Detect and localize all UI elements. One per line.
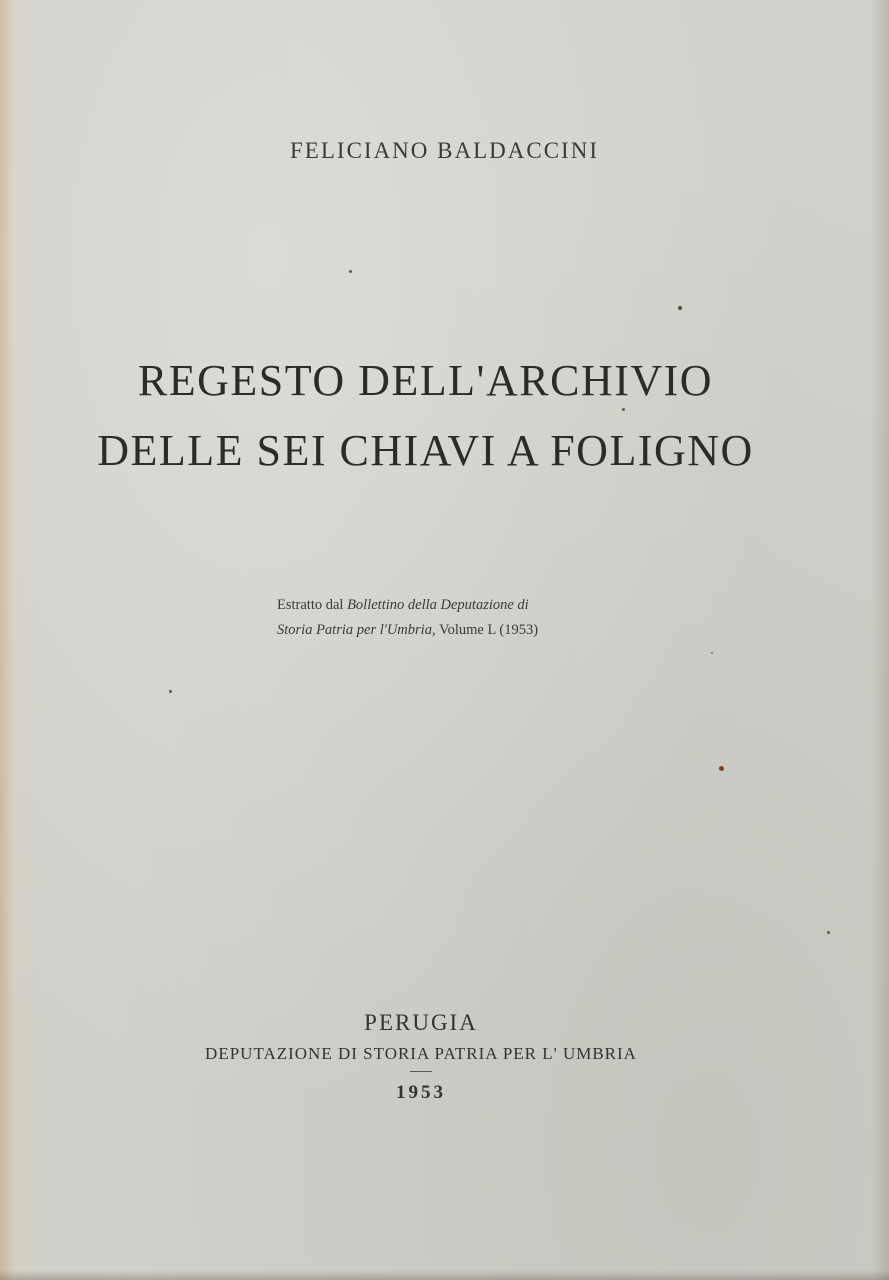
- extract-prefix: Estratto dal: [277, 597, 344, 613]
- paper-edge-shadow: [871, 0, 889, 1280]
- paper-bottom-edge: [0, 1270, 889, 1280]
- journal-name-part-1: Bollettino della Deputazione di: [347, 597, 529, 613]
- title-line-1: REGESTO DELL'ARCHIVIO: [137, 356, 714, 405]
- paper-speck: [622, 408, 625, 411]
- paper-speck: [678, 306, 682, 310]
- paper-speck: [827, 931, 830, 934]
- publication-place: PERUGIA: [364, 1010, 478, 1035]
- publication-year: 1953: [396, 1082, 446, 1103]
- author-name: FELICIANO BALDACCINI: [290, 138, 599, 163]
- extract-note-line-2: [277, 622, 538, 639]
- journal-volume: Volume L (1953): [438, 622, 539, 638]
- paper-speck: [169, 690, 172, 693]
- paper-speck: [719, 766, 724, 771]
- divider-rule: [410, 1071, 432, 1072]
- paper-speck: [349, 270, 352, 273]
- extract-note-line-1: [277, 597, 529, 614]
- paper-speck: [711, 652, 713, 654]
- journal-name-part-2: Storia Patria per l'Umbria,: [277, 622, 436, 638]
- title-line-2: DELLE SEI CHIAVI A FOLIGNO: [97, 426, 754, 475]
- publisher-name: DEPUTAZIONE DI STORIA PATRIA PER L' UMBRIA: [205, 1044, 637, 1063]
